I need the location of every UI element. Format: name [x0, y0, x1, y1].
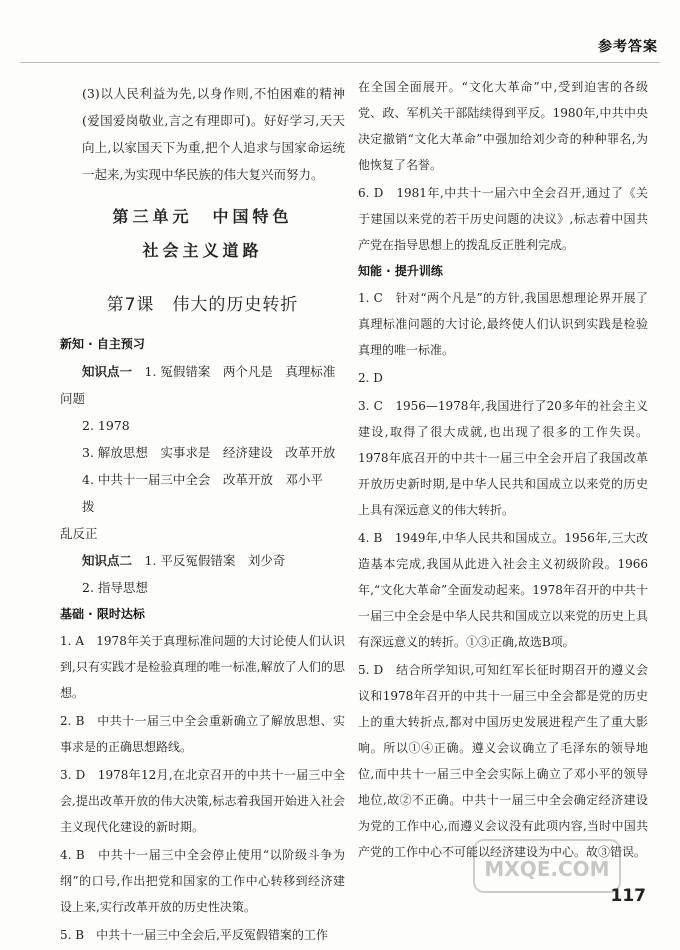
advanced-answer-3: 3. C 1956—1978年,我国进行了20多年的社会主义建设,取得了很大成就,也出现了很多的工作失误。1978年底召开的中共十一届三中全会开启了我国改革开放历史新时期,是中华人民共和国成立以来党的历史上具有深远意义的伟大转折。: [358, 399, 648, 517]
kp1-item4: 4. 中共十一届三中全会 改革开放 邓小平 拨: [82, 472, 336, 514]
basic-answer-1: 1. A 1978年关于真理标准问题的大讨论使人们认识到,只有实践才是检验真理的唯一标准,解放了人们的思想。: [60, 634, 345, 700]
kp1-item1-cont: 问题: [60, 391, 86, 406]
kp1-item2: 2. 1978: [82, 418, 130, 433]
advanced-answer-1: 1. C 针对“两个凡是”的方针,我国思想理论界开展了真理标准问题的大讨论,最终使人们认识到实践是检验真理的唯一标准。: [358, 291, 648, 357]
basic-answer-6: 6. D 1981年,中共十一届六中全会召开,通过了《关于建国以来党的若干历史问题的决议》,标志着中国共产党在指导思想上的拨乱反正胜利完成。: [358, 186, 648, 252]
section-heading-preview: 新知 · 自主预习: [60, 337, 145, 351]
kp1-item1: 1. 冤假错案 两个凡是 真理标准: [144, 364, 336, 379]
kp2-item2: 2. 指导思想: [82, 580, 148, 595]
kp1-item4-cont: 乱反正: [60, 526, 98, 541]
lesson-title: 第7课 伟大的历史转折: [106, 295, 299, 315]
basic-answer-2: 2. B 中共十一届三中全会重新确立了解放思想、实事求是的正确思想路线。: [60, 714, 345, 754]
basic-answer-3: 3. D 1978年12月,在北京召开的中共十一届三中全会,提出改革开放的伟大决策,标志着我国开始进入社会主义现代化建设的新时期。: [60, 768, 345, 834]
page-header-title: 参考答案: [598, 39, 658, 55]
kp2-item1: 1. 平反冤假错案 刘少奇: [144, 553, 286, 568]
kp1-item3: 3. 解放思想 实事求是 经济建设 改革开放: [82, 445, 336, 460]
unit-title-line1: 第三单元 中国特色: [112, 207, 293, 226]
knowledge-point-2-line1: [60, 547, 345, 574]
watermark-logo: [472, 836, 622, 896]
page-number: 117: [610, 886, 646, 906]
basic-answer-5: 5. B 中共十一届三中全会后,平反冤假错案的工作: [60, 928, 328, 942]
basic-answer-4: 4. B 中共十一届三中全会停止使用“以阶级斗争为纲”的口号,作出把党和国家的工作中心转移到经济建设上来,实行改革开放的历史性决策。: [60, 848, 345, 914]
kp2-label: 知识点二: [82, 553, 133, 568]
svg-text:MXQE.COM: MXQE.COM: [484, 857, 610, 881]
advanced-answer-4: 4. B 1949年,中华人民共和国成立。1956年,三大改造基本完成,我国从此进入社会主义初级阶段。1966年,“文化大革命”全面发动起来。1978年召开的中共十一届三中全会是中华人民共和国成立以来党的历史上具有深远意义的转折。①③正确,故选B项。: [358, 531, 648, 649]
header-divider: [20, 62, 660, 63]
section-heading-advanced: 知能 · 提升训练: [358, 264, 443, 278]
left-column: [60, 80, 345, 950]
intro-paragraph: (3)以人民利益为先,以身作则,不怕困难的精神(爱国爱岗敬业,言之有理即可)。好好学习,天天向上,以家国天下为重,把个人追求与国家命运统一起来,为实现中华民族的伟大复兴而努力。: [82, 86, 345, 182]
advanced-answer-2: 2. D: [358, 371, 383, 385]
advanced-answer-5: 5. D 结合所学知识,可知红军长征时期召开的遵义会议和1978年召开的中共十一届三中全会都是党的历史上的重大转折点,都对中国历史发展进程产生了重大影响。所以①④正确。遵义会议确立了毛泽东的领导地位,而中共十一届三中全会实际上确立了邓小平的领导地位,故②不正确。中共十一届三中全会确定经济建设为党的工作中心,而遵义会议没有此项内容,当时中国共产党的工作中心不可能以经济建设为中心。故③错误。: [358, 663, 648, 859]
right-column: [358, 74, 648, 867]
kp1-label: 知识点一: [82, 364, 133, 379]
answer-5-continued: 在全国全面展开。“文化大革命”中,受到迫害的各级党、政、军机关干部陆续得到平反。1980年,中共中央决定撤销“文化大革命”中强加给刘少奇的种种罪名,为他恢复了名誉。: [358, 80, 648, 172]
section-heading-basic: 基础 · 限时达标: [60, 607, 145, 621]
knowledge-point-1-line1: [60, 358, 345, 385]
unit-title-line2: 社会主义道路: [142, 241, 263, 260]
